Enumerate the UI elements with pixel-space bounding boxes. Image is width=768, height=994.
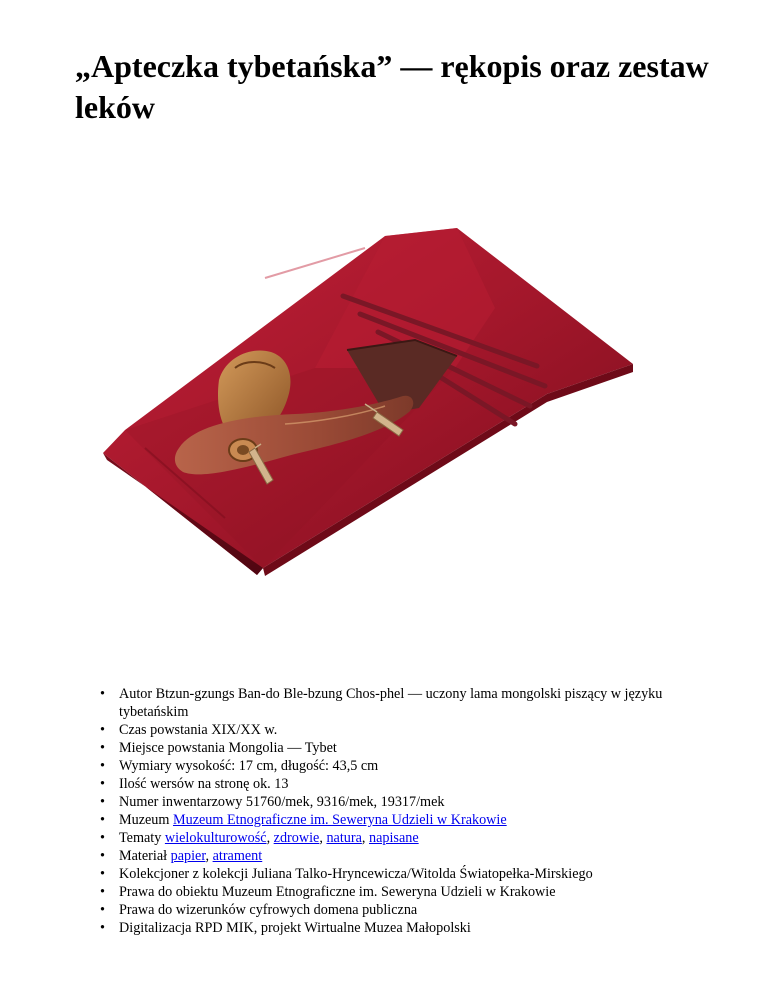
metadata-label: Kolekcjoner [119, 866, 190, 882]
metadata-value: domena publiczna [313, 902, 418, 918]
metadata-link[interactable]: zdrowie [273, 830, 320, 846]
metadata-item [119, 721, 735, 739]
metadata-item [119, 775, 735, 793]
page-title: „Apteczka tybetańska” — rękopis oraz zestaw leków [75, 48, 709, 125]
metadata-item [119, 739, 735, 757]
metadata-item [119, 685, 735, 721]
artifact-illustration [85, 218, 645, 586]
metadata-item [119, 883, 735, 901]
metadata-label: Materiał [119, 848, 168, 864]
metadata-item [119, 865, 735, 883]
metadata-label: Czas powstania [119, 722, 208, 738]
metadata-label: Wymiary [119, 758, 172, 774]
metadata-value: ok. 13 [252, 776, 289, 792]
metadata-link[interactable]: papier [170, 848, 206, 864]
metadata-item [119, 757, 735, 775]
metadata-item [119, 919, 735, 937]
metadata-label: Ilość wersów na stronę [119, 776, 250, 792]
metadata-item [119, 901, 735, 919]
metadata-item: • Tematy wielokulturowość, zdrowie, natura, napisane [119, 829, 735, 847]
red-cloth-bundle [103, 228, 633, 576]
metadata-value: 51760/mek, 9316/mek, 19317/mek [245, 794, 445, 810]
metadata-item: • Materiał papier, atrament [119, 847, 735, 865]
metadata-link[interactable]: natura [326, 830, 362, 846]
metadata-label: Autor [119, 686, 153, 702]
metadata-value: Btzun-gzungs Ban-do Ble-bzung Chos-phel — uczony lama mongolski piszący w języku tybetańskim [119, 686, 663, 720]
metadata-value: Muzeum Etnograficzne im. Seweryna Udzieli w Krakowie [221, 884, 556, 900]
metadata-link[interactable]: atrament [212, 848, 263, 864]
metadata-value: XIX/XX w. [211, 722, 278, 738]
metadata-link[interactable]: napisane [369, 830, 419, 846]
metadata-list [75, 685, 735, 937]
metadata-label: Prawa do wizerunków cyfrowych [119, 902, 311, 918]
metadata-value: RPD MIK, projekt Wirtualne Muzea Małopolski [195, 920, 471, 936]
metadata-label: Miejsce powstania [119, 740, 225, 756]
metadata-label: Prawa do obiektu [119, 884, 219, 900]
metadata-value: wysokość: 17 cm, długość: 43,5 cm [175, 758, 379, 774]
artifact-photo [85, 218, 645, 586]
metadata-label: Digitalizacja [119, 920, 192, 936]
metadata-link[interactable]: wielokulturowość [164, 830, 267, 846]
metadata-item [119, 793, 735, 811]
metadata-label: Tematy [119, 830, 162, 846]
metadata-value: Mongolia — Tybet [228, 740, 337, 756]
metadata-value: z kolekcji Juliana Talko-Hryncewicza/Witolda Światopełka-Mirskiego [192, 866, 593, 882]
metadata-label: Muzeum [119, 812, 170, 828]
metadata-link[interactable]: Muzeum Etnograficzne im. Seweryna Udzieli w Krakowie [172, 812, 507, 828]
metadata-item [119, 811, 735, 829]
metadata-label: Numer inwentarzowy [119, 794, 243, 810]
